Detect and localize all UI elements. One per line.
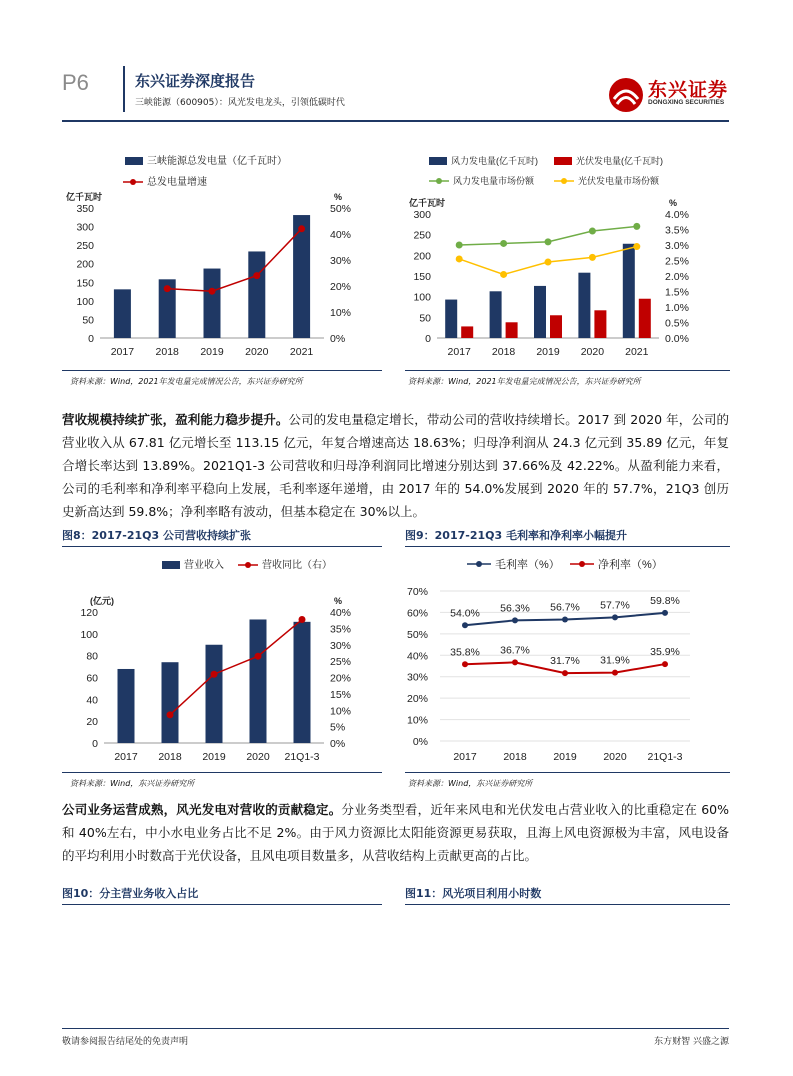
left-axis-unit: 亿千瓦时 — [409, 198, 446, 208]
chart-revenue — [62, 550, 382, 770]
source-note-1: 资料来源：Wind，2021年发电量完成情况公告，东兴证券研究所 — [70, 377, 303, 386]
point-0-0 — [462, 622, 468, 628]
y-tick-6: 60% — [406, 607, 428, 620]
point-0-2 — [253, 272, 260, 279]
data-label-1-1: 36.7% — [500, 644, 530, 657]
figure-8-title: 图8：2017-21Q3 公司营收持续扩张 — [62, 529, 251, 542]
source-note-4: 资料来源：Wind，东兴证券研究所 — [408, 779, 533, 788]
header-rule — [62, 120, 729, 122]
left-tick-1: 50 — [419, 312, 431, 325]
bar-1-1 — [506, 322, 518, 338]
left-tick-5: 250 — [413, 229, 431, 242]
right-tick-1: 5% — [330, 721, 346, 734]
y-tick-2: 20% — [406, 693, 428, 706]
source-note-3: 资料来源：Wind，东兴证券研究所 — [70, 779, 195, 788]
source-rule-2 — [405, 370, 730, 371]
point-0-2 — [255, 653, 262, 660]
bar-0-1 — [490, 291, 502, 338]
y-tick-0: 0% — [412, 736, 428, 748]
data-label-0-0: 54.0% — [450, 607, 480, 620]
point-0-4 — [633, 223, 640, 230]
figure-rule-9 — [405, 546, 730, 547]
series-line-0 — [170, 620, 302, 715]
data-label-0-2: 56.7% — [550, 601, 580, 614]
right-tick-7: 35% — [330, 623, 352, 636]
left-axis-unit: (亿元) — [90, 596, 114, 606]
right-tick-4: 2.0% — [665, 271, 689, 283]
point-0-3 — [612, 614, 618, 620]
left-tick-6: 120 — [80, 607, 98, 619]
point-0-4 — [662, 610, 668, 616]
legend-label-1: 营收同比（右） — [262, 560, 332, 571]
point-1-4 — [633, 243, 640, 250]
left-tick-3: 150 — [76, 277, 94, 290]
right-tick-8: 4.0% — [665, 209, 689, 221]
bar-1-2 — [550, 315, 562, 338]
bar-0-4 — [294, 622, 311, 743]
bar-0-3 — [578, 273, 590, 338]
y-tick-1: 10% — [406, 714, 428, 727]
right-tick-5: 50% — [330, 203, 352, 215]
x-tick-1: 2018 — [503, 751, 527, 763]
right-tick-3: 30% — [330, 255, 352, 267]
source-rule-3 — [62, 772, 382, 773]
legend-label-0: 毛利率（%） — [495, 559, 560, 571]
x-tick-1: 2018 — [155, 346, 179, 358]
bar-0-3 — [248, 251, 265, 338]
paragraph-business-lead: 公司业务运营成熟，风光发电对营收的贡献稳定。 — [62, 802, 342, 817]
x-tick-0: 2017 — [110, 346, 135, 358]
x-tick-3: 2020 — [603, 751, 627, 763]
left-tick-4: 80 — [86, 650, 98, 663]
right-tick-6: 30% — [330, 639, 352, 652]
left-tick-1: 20 — [86, 716, 98, 729]
data-label-1-4: 35.9% — [650, 646, 680, 659]
point-1-1 — [512, 659, 518, 665]
point-0-3 — [299, 616, 306, 623]
left-tick-0: 0 — [92, 738, 98, 750]
point-0-1 — [209, 288, 216, 295]
bar-0-0 — [118, 669, 135, 743]
x-tick-4: 2021 — [625, 346, 649, 358]
logo-text-cn: 东兴证券 — [648, 79, 729, 101]
left-axis-unit: 亿千瓦时 — [66, 192, 103, 202]
figure-rule-8 — [62, 546, 382, 547]
right-tick-5: 25% — [330, 656, 352, 669]
x-tick-2: 2019 — [202, 751, 226, 763]
x-tick-0: 2017 — [114, 751, 138, 763]
y-tick-7: 70% — [406, 586, 428, 598]
legend-label-0: 三峡能源总发电量（亿千瓦时） — [147, 156, 287, 167]
x-tick-3: 2020 — [246, 751, 270, 763]
x-tick-2: 2019 — [200, 346, 224, 358]
bar-0-4 — [293, 215, 310, 338]
bar-0-3 — [250, 619, 267, 743]
bar-0-0 — [445, 300, 457, 338]
point-0-3 — [298, 225, 305, 232]
x-tick-4: 21Q1-3 — [647, 751, 683, 763]
y-tick-3: 30% — [406, 671, 428, 684]
point-0-0 — [167, 711, 174, 718]
point-1-4 — [662, 661, 668, 667]
footer-rule — [62, 1028, 729, 1029]
x-tick-2: 2019 — [553, 751, 577, 763]
logo-text-en: DONGXING SECURITIES — [648, 99, 725, 106]
legend-label-1: 总发电量增速 — [147, 177, 207, 188]
data-label-0-4: 59.8% — [650, 594, 680, 607]
right-tick-3: 1.5% — [665, 286, 689, 299]
left-tick-3: 60 — [86, 672, 98, 685]
right-tick-0: 0% — [330, 738, 346, 750]
legend-label-0: 营业收入 — [184, 560, 224, 571]
x-tick-2: 2019 — [536, 346, 560, 358]
bar-0-2 — [534, 286, 546, 338]
left-tick-2: 100 — [76, 295, 94, 308]
right-tick-8: 40% — [330, 607, 352, 619]
point-1-2 — [562, 670, 568, 676]
bar-0-0 — [114, 289, 131, 338]
data-label-1-0: 35.8% — [450, 646, 480, 659]
page-number: P6 — [62, 70, 89, 95]
left-tick-4: 200 — [76, 258, 94, 271]
right-tick-0: 0.0% — [665, 333, 689, 345]
figure-10-title: 图10：分主营业务收入占比 — [62, 887, 199, 900]
right-axis-unit: % — [334, 192, 343, 202]
x-tick-4: 2021 — [289, 346, 314, 358]
report-subtitle: 三峡能源（600905）：风光发电龙头，引领低碳时代 — [135, 98, 345, 108]
point-0-2 — [562, 617, 568, 623]
legend-marker-3 — [561, 178, 567, 184]
legend-swatch-1 — [554, 157, 572, 165]
x-tick-4: 21Q1-3 — [284, 751, 320, 763]
point-1-3 — [589, 254, 596, 261]
x-tick-3: 2020 — [245, 346, 269, 358]
left-tick-6: 300 — [76, 221, 94, 234]
point-0-0 — [456, 242, 463, 249]
legend-marker-0 — [476, 561, 482, 567]
right-tick-4: 20% — [330, 672, 352, 685]
legend-label-0: 风力发电量(亿千瓦时) — [451, 156, 538, 166]
figure-rule-10 — [62, 904, 382, 905]
left-tick-4: 200 — [413, 250, 431, 263]
right-tick-2: 20% — [330, 281, 352, 293]
right-axis-unit: % — [334, 596, 343, 606]
paragraph-business-body: 分业务类型看，近年来风电和光伏发电占营业收入的比重稳定在 60%和 40%左右，中小水电业务占比不足 2%。由于风力资源比太阳能资源更易获取，且海上风电资源极为丰富，风电设备的平均利用小时数高于光伏设备，且风电项目数量多，从营收结构上贡献更高的占比。 — [62, 802, 729, 863]
y-tick-5: 50% — [406, 628, 428, 641]
bar-1-3 — [594, 310, 606, 338]
point-1-0 — [462, 661, 468, 667]
point-0-1 — [211, 671, 218, 678]
point-1-1 — [500, 271, 507, 278]
left-tick-5: 250 — [76, 240, 94, 253]
chart-wind-solar-generation — [405, 150, 730, 365]
left-tick-2: 100 — [413, 291, 431, 304]
legend-marker-1 — [579, 561, 585, 567]
legend-swatch-0 — [125, 157, 143, 165]
figure-9-title: 图9：2017-21Q3 毛利率和净利率小幅提升 — [405, 529, 627, 542]
x-tick-1: 2018 — [491, 346, 516, 358]
data-label-0-3: 57.7% — [600, 599, 630, 612]
right-tick-1: 10% — [330, 307, 352, 319]
paragraph-revenue-lead: 营收规模持续扩张，盈利能力稳步提升。 — [62, 412, 289, 427]
paragraph-revenue — [62, 408, 729, 523]
left-tick-1: 50 — [82, 314, 94, 327]
source-note-2: 资料来源：Wind，2021年发电量完成情况公告，东兴证券研究所 — [408, 377, 641, 386]
bar-0-4 — [623, 244, 635, 338]
legend-swatch-0 — [429, 157, 447, 165]
paragraph-business — [62, 798, 729, 867]
legend-swatch-0 — [162, 561, 180, 569]
chart-generation-total — [62, 150, 382, 365]
header-divider — [123, 66, 125, 112]
chart-margins — [405, 550, 730, 770]
x-tick-0: 2017 — [453, 751, 477, 763]
figure-rule-11 — [405, 904, 730, 905]
legend-marker-1 — [245, 562, 251, 568]
left-tick-6: 300 — [413, 209, 431, 221]
right-tick-6: 3.0% — [665, 240, 689, 252]
logo-icon — [608, 77, 644, 113]
x-tick-0: 2017 — [447, 346, 471, 358]
y-tick-4: 40% — [406, 650, 428, 663]
data-label-0-1: 56.3% — [500, 602, 530, 615]
data-label-1-3: 31.9% — [600, 654, 630, 667]
legend-label-3: 光伏发电量市场份额 — [578, 176, 660, 186]
right-tick-7: 3.5% — [665, 224, 689, 237]
x-tick-1: 2018 — [158, 751, 182, 763]
point-0-3 — [589, 228, 596, 235]
report-title: 东兴证券深度报告 — [135, 72, 256, 90]
left-tick-2: 40 — [86, 694, 98, 707]
point-1-0 — [456, 255, 463, 262]
right-tick-1: 0.5% — [665, 317, 689, 330]
source-rule-4 — [405, 772, 730, 773]
right-tick-2: 1.0% — [665, 302, 689, 314]
bar-1-4 — [639, 299, 651, 338]
paragraph-revenue-body: 公司的发电量稳定增长，带动公司的营收持续增长。2017 到 2020 年，公司的营业收入从 67.81 亿元增长至 113.15 亿元，年复合增速高达 18.63%；归母净利润从 24.3 亿元到 35.89 亿元，年复合增长率达到 13.89%。2021Q1-3 公司营收和归母净利润同比增速分别达到 37.66%及 42.22%。从盈利能力来看，公司的毛利率和净利率平稳向上发展，毛利率逐年递增，由 2017 年的 54.0%发展到 2020 年的 57.7%，21Q3 创历史新高达到 59.8%；净利率略有波动，但基本稳定在 30%以上。 — [62, 412, 729, 519]
right-tick-5: 2.5% — [665, 255, 689, 268]
point-1-3 — [612, 670, 618, 676]
left-tick-0: 0 — [88, 333, 94, 345]
point-0-1 — [512, 617, 518, 623]
bar-0-2 — [204, 269, 221, 338]
company-logo — [608, 75, 730, 115]
x-tick-3: 2020 — [580, 346, 605, 358]
figure-11-title: 图11：风光项目利用小时数 — [405, 887, 542, 900]
right-tick-4: 40% — [330, 229, 352, 241]
right-tick-2: 10% — [330, 705, 352, 718]
bar-0-2 — [206, 645, 223, 743]
right-tick-3: 15% — [330, 688, 352, 701]
point-0-0 — [164, 285, 171, 292]
point-1-2 — [545, 259, 552, 266]
point-0-2 — [545, 238, 552, 245]
bar-1-0 — [461, 326, 473, 338]
legend-label-1: 光伏发电量(亿千瓦时) — [576, 156, 663, 166]
right-tick-0: 0% — [330, 333, 346, 345]
legend-label-2: 风力发电量市场份额 — [453, 176, 535, 186]
point-0-1 — [500, 240, 507, 247]
footer-slogan: 东方财智 兴盛之源 — [654, 1037, 729, 1047]
left-tick-7: 350 — [76, 203, 94, 215]
right-axis-unit: % — [669, 198, 678, 208]
legend-marker-2 — [436, 178, 442, 184]
legend-marker-1 — [130, 179, 136, 185]
series-line-0 — [167, 229, 301, 291]
left-tick-3: 150 — [413, 271, 431, 283]
data-label-1-2: 31.7% — [550, 655, 580, 668]
footer-disclaimer: 敬请参阅报告结尾处的免责声明 — [62, 1037, 189, 1047]
bar-0-1 — [162, 662, 179, 743]
left-tick-0: 0 — [425, 333, 431, 345]
legend-label-1: 净利率（%） — [598, 559, 663, 571]
left-tick-5: 100 — [80, 628, 98, 641]
source-rule-1 — [62, 370, 382, 371]
